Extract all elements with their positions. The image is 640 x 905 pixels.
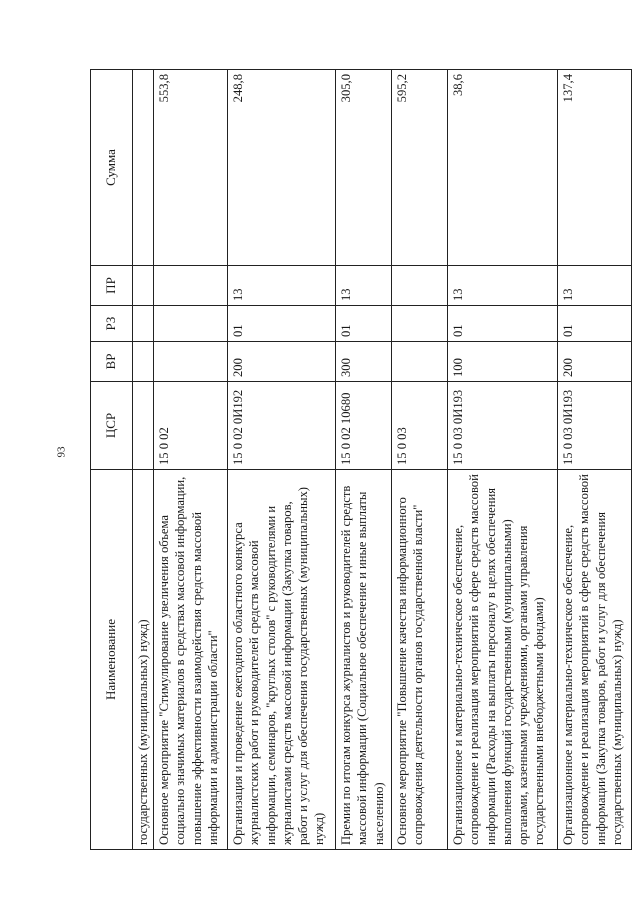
cell-vr: 200 (228, 342, 336, 382)
cell-rz (133, 306, 154, 342)
cell-pr (133, 266, 154, 306)
cell-name: Основное мероприятие "Стимулирование увеличения объема социально значимых материалов в средствах массовой информации, повышение эффективности взаимодействия средств массовой информации и администрации области" (154, 470, 228, 850)
table-row (154, 70, 228, 850)
header-vr: ВР (91, 342, 133, 382)
cell-rz: 01 (228, 306, 336, 342)
cell-pr: 13 (336, 266, 392, 306)
cell-sum: 38,6 (448, 70, 558, 266)
cell-name: государственных (муниципальных) нужд) (133, 470, 154, 850)
cell-csr: 15 0 03 (392, 382, 448, 470)
cell-vr: 100 (448, 342, 558, 382)
cell-name: Организационное и материально-техническое обеспечение, сопровождение и реализация мероприятий в сфере средств массовой информации (Закупка товаров, работ и услуг для обеспечения государственных (муниципальных) нужд) (558, 470, 632, 850)
cell-pr (154, 266, 228, 306)
cell-sum (133, 70, 154, 266)
cell-rz (392, 306, 448, 342)
cell-vr (133, 342, 154, 382)
header-pr: ПР (91, 266, 133, 306)
table-row (392, 70, 448, 850)
rotated-table-container (90, 70, 624, 850)
table-row (336, 70, 392, 850)
cell-name: Организация и проведение ежегодного областного конкурса журналистских работ и руководителей средств массовой информации, семинаров, "круглых столов" с руководителями и журналистами средств массовой информации (Закупка товаров, работ и услуг для обеспечения государственных (муниципальных) нужд) (228, 470, 336, 850)
header-csr: ЦСР (91, 382, 133, 470)
page-number: 93 (55, 446, 68, 458)
cell-sum: 595,2 (392, 70, 448, 266)
cell-rz: 01 (336, 306, 392, 342)
cell-pr (392, 266, 448, 306)
budget-table (90, 69, 632, 850)
table-row (448, 70, 558, 850)
document-sheet (90, 70, 624, 850)
cell-sum: 137,4 (558, 70, 632, 266)
cell-name: Основное мероприятие "Повышение качества информационного сопровождения деятельности органов государственной власти" (392, 470, 448, 850)
cell-pr: 13 (448, 266, 558, 306)
cell-sum: 553,8 (154, 70, 228, 266)
cell-csr: 15 0 03 0И193 (558, 382, 632, 470)
cell-vr (154, 342, 228, 382)
header-rz: РЗ (91, 306, 133, 342)
table-row (558, 70, 632, 850)
cell-name: Организационное и материально-техническое обеспечение, сопровождение и реализация мероприятий в сфере средств массовой информации (Расходы на выплаты персоналу в целях обеспечения выполнения функций государственными (муниципальными) органами, казенными учреждениями, органами управления государственными внебюджетными фондами) (448, 470, 558, 850)
cell-rz: 01 (558, 306, 632, 342)
cell-csr (133, 382, 154, 470)
cell-pr: 13 (228, 266, 336, 306)
cell-name: Премии по итогам конкурса журналистов и руководителей средств массовой информации (Социальное обеспечение и иные выплаты населению) (336, 470, 392, 850)
header-name: Наименование (91, 470, 133, 850)
cell-vr: 200 (558, 342, 632, 382)
cell-csr: 15 0 03 0И193 (448, 382, 558, 470)
cell-rz (154, 306, 228, 342)
table-row (133, 70, 154, 850)
header-row (91, 70, 133, 850)
cell-pr: 13 (558, 266, 632, 306)
cell-csr: 15 0 02 (154, 382, 228, 470)
cell-sum: 248,8 (228, 70, 336, 266)
header-sum: Сумма (91, 70, 133, 266)
cell-vr (392, 342, 448, 382)
cell-rz: 01 (448, 306, 558, 342)
cell-sum: 305,0 (336, 70, 392, 266)
cell-csr: 15 0 02 10680 (336, 382, 392, 470)
table-row (228, 70, 336, 850)
cell-vr: 300 (336, 342, 392, 382)
cell-csr: 15 0 02 0И192 (228, 382, 336, 470)
